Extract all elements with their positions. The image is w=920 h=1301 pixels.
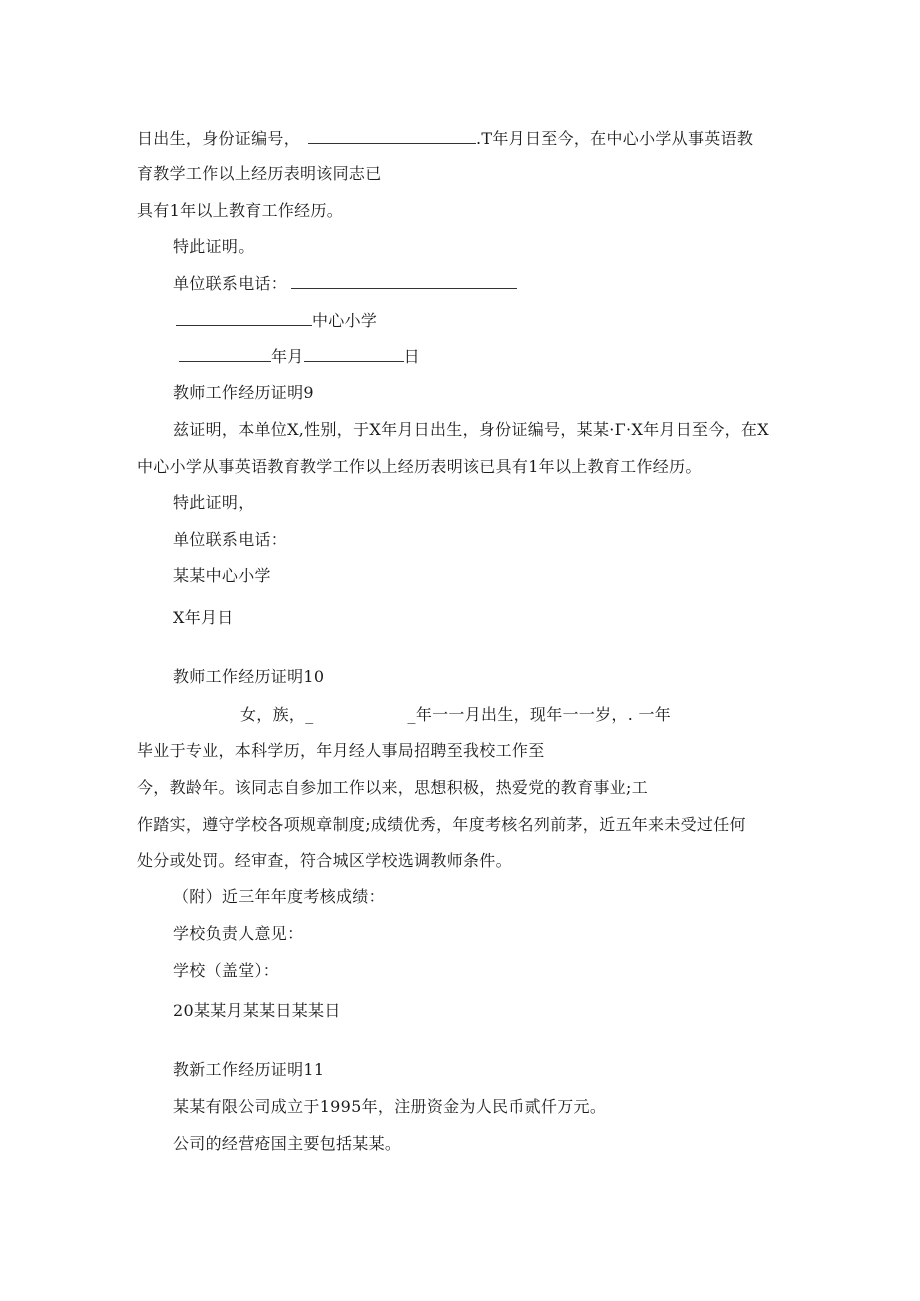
date-part: 日 xyxy=(403,347,420,366)
blank-underline xyxy=(179,347,271,362)
text-line xyxy=(179,346,420,368)
section-heading: 教新工作经历证明11 xyxy=(173,1060,325,1079)
text-line: 处分或处罚。经审查，符合城区学校选调教师条件。 xyxy=(137,851,512,870)
school-name: 中心小学 xyxy=(312,311,378,330)
text-line: 育教学工作以上经历表明该同志已 xyxy=(137,164,382,183)
text-line: 毕业于专业，本科学历，年月经人事局招聘至我校工作至 xyxy=(137,741,545,760)
blank-underline xyxy=(291,274,517,289)
text-line: X年月日 xyxy=(173,608,234,627)
text-line: 20某某月某某日某某日 xyxy=(173,1001,341,1020)
text-line: 兹证明，本单位X,性别，于X年月日出生，身份证编号，某某·Γ·X年月日至今，在X xyxy=(173,420,769,439)
text-line: 特此证明。 xyxy=(173,237,255,256)
text-line: 某某有限公司成立于1995年，注册资金为人民币贰仟万元。 xyxy=(173,1097,607,1116)
phone-label: 单位联系电话： xyxy=(173,274,288,293)
text-segment: 日出生，身份证编号， xyxy=(137,129,301,148)
text-segment: 女，族，_ xyxy=(240,705,314,724)
text-line: 今，教龄年。该同志自参加工作以来，思想积极，热爱党的教育事业;工 xyxy=(137,778,648,797)
text-line: 特此证明， xyxy=(173,493,255,512)
section-heading: 教师工作经历证明10 xyxy=(173,667,325,686)
text-line xyxy=(173,273,517,295)
text-line: 中心小学从事英语教育教学工作以上经历表明该已具有1年以上教育工作经历。 xyxy=(137,457,702,476)
text-line: 作踏实，遵守学校各项规章制度;成绩优秀，年度考核名列前茅，近五年来未受过任何 xyxy=(137,815,746,834)
text-line xyxy=(137,128,753,150)
text-line: 学校负责人意见： xyxy=(173,924,304,943)
text-line: 具有1年以上教育工作经历。 xyxy=(137,201,344,220)
section-heading: 教师工作经历证明9 xyxy=(173,383,314,402)
text-segment: .T年月日至今，在中心小学从事英语教 xyxy=(476,129,754,148)
text-line xyxy=(176,310,377,332)
text-line: 某某中心小学 xyxy=(173,566,271,585)
text-line: 单位联系电话： xyxy=(173,530,288,549)
text-line: （附）近三年年度考核成绩： xyxy=(173,887,385,906)
blank-underline xyxy=(308,129,476,144)
text-line: 公司的经营疮国主要包括某某。 xyxy=(173,1134,402,1153)
date-part: 年月 xyxy=(271,347,304,366)
text-segment: _年一一月出生，现年一一岁，. 一年 xyxy=(407,705,672,724)
text-line xyxy=(240,704,671,726)
blank-underline xyxy=(304,347,404,362)
text-line: 学校（盖堂）： xyxy=(173,961,280,980)
blank-underline xyxy=(176,311,312,326)
